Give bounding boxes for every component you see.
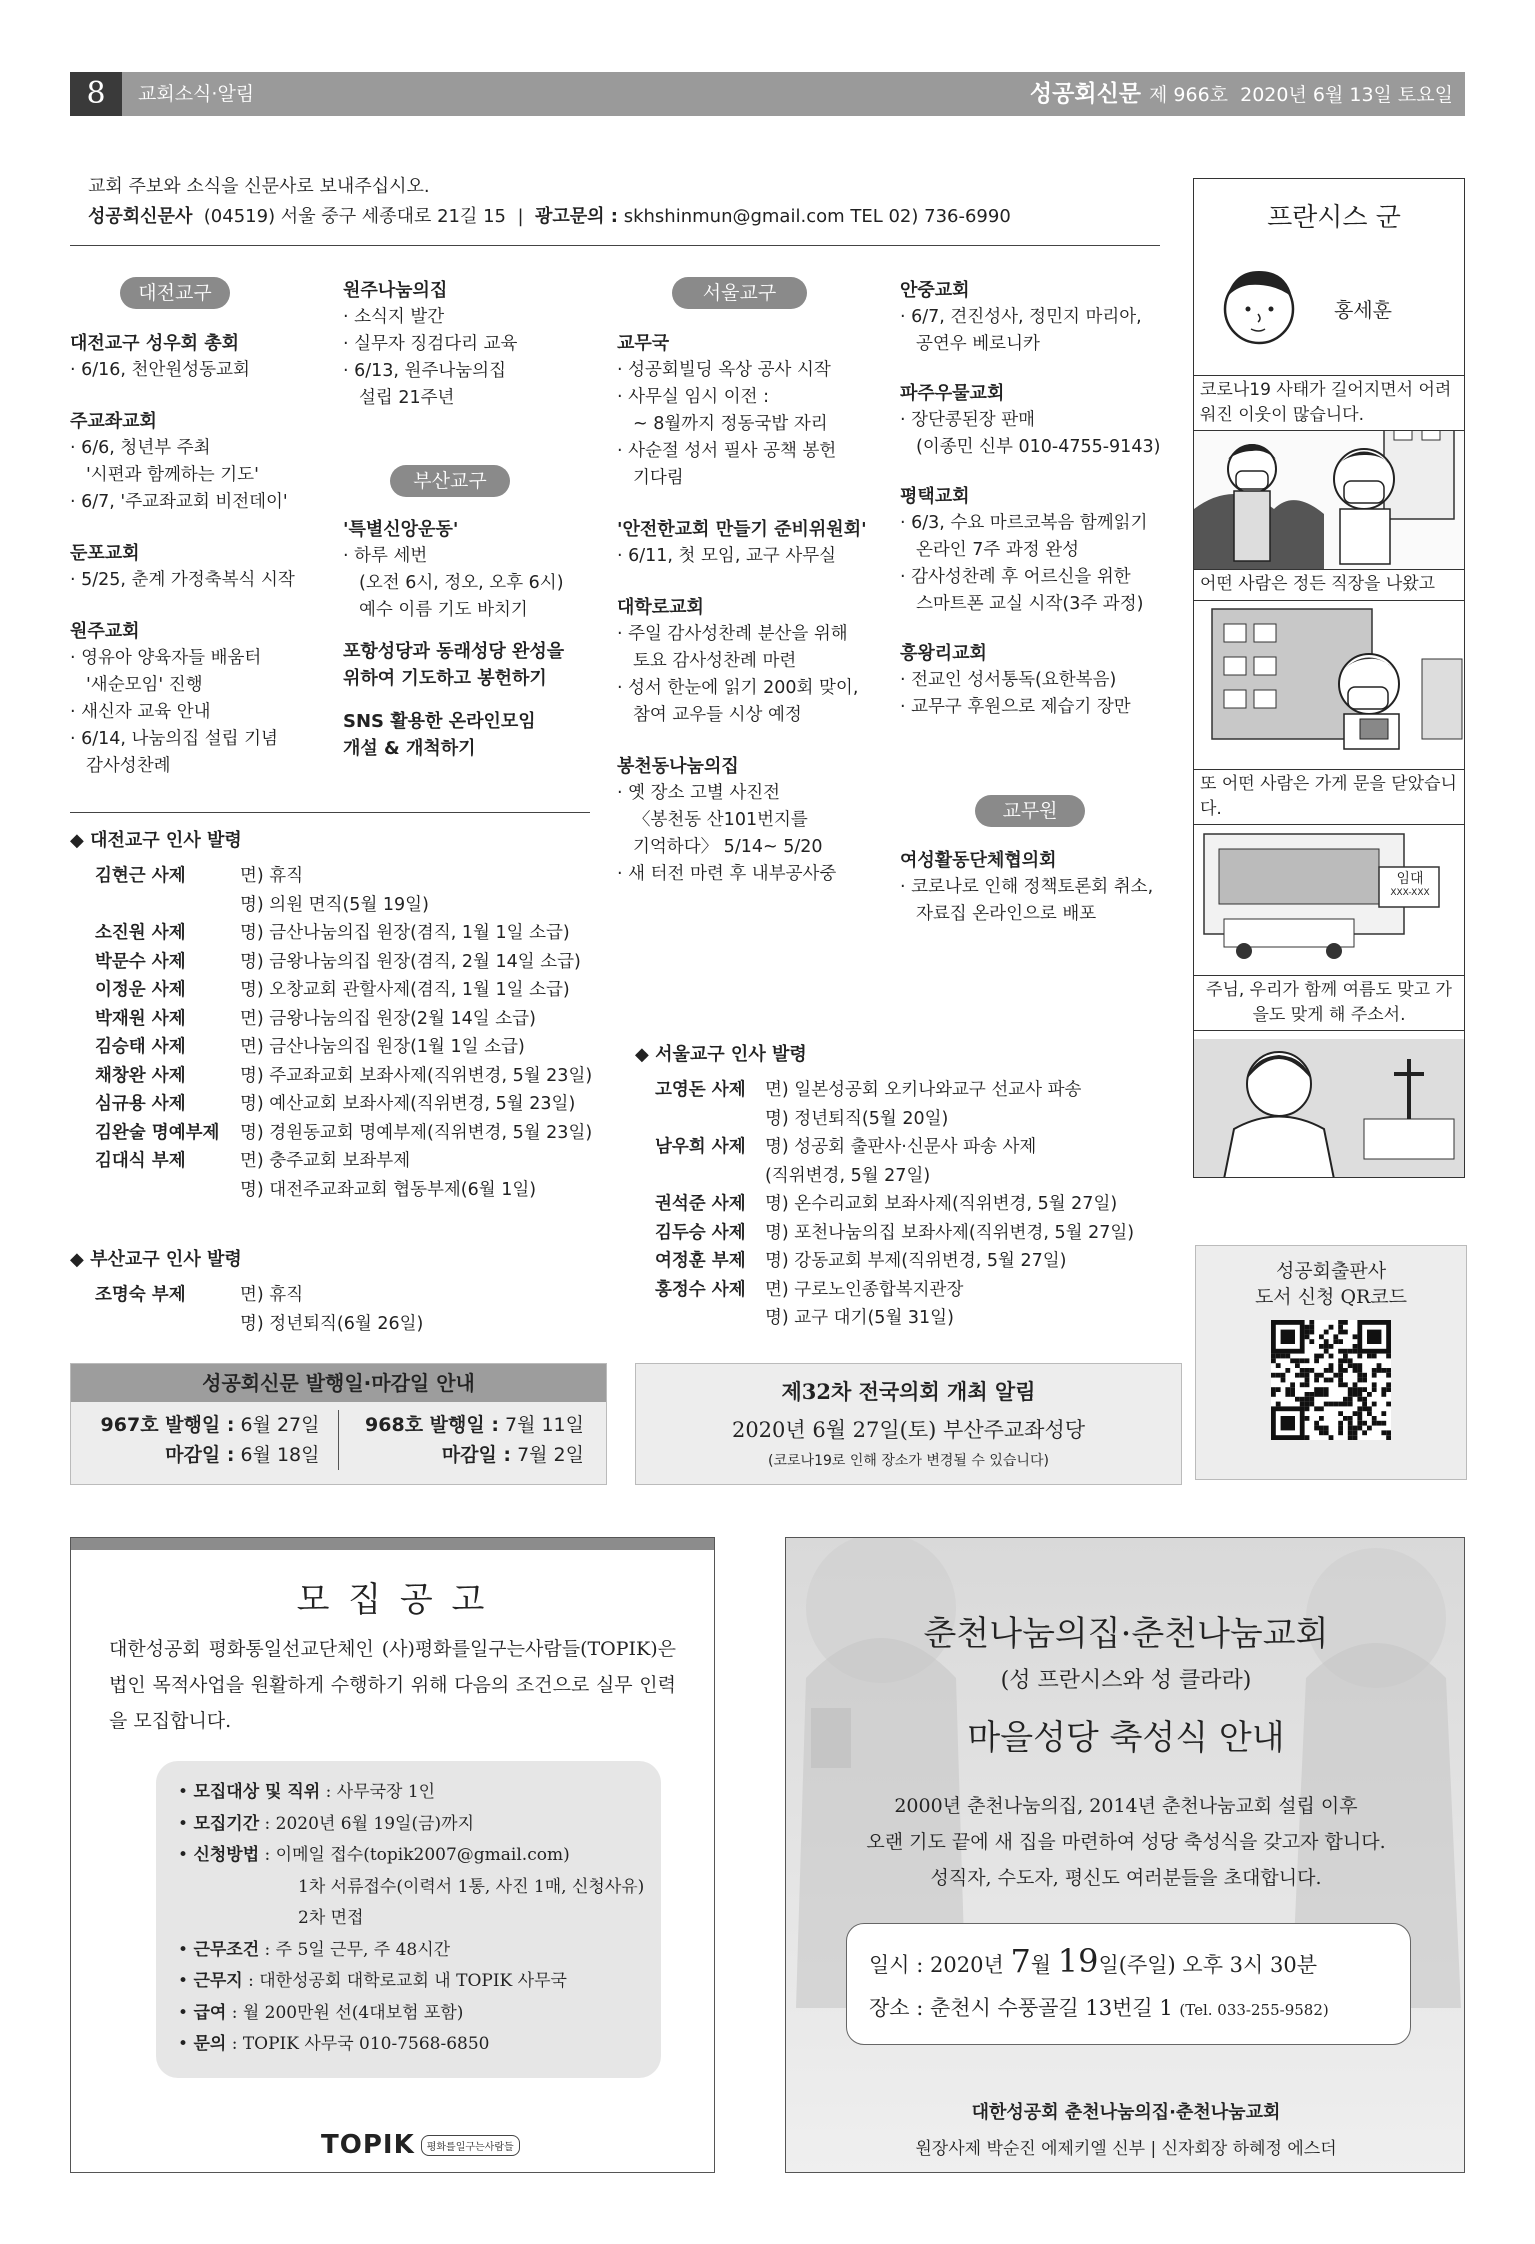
news-item: · 영유아 양육자들 배움터 bbox=[70, 648, 262, 668]
event-details bbox=[846, 1923, 1411, 2045]
daejeon-label: 대전교구 bbox=[120, 277, 230, 309]
news-item: 기억하다〉 5/14~ 5/20 bbox=[633, 837, 823, 857]
busan-prayer-2: 위하여 기도하고 봉헌하기 bbox=[343, 668, 547, 689]
parish-news bbox=[900, 277, 1180, 721]
appointment-row bbox=[655, 1162, 1180, 1191]
appointee-name: 김현근 사제 bbox=[95, 866, 186, 886]
news-item: · 6/11, 첫 모임, 교구 사무실 bbox=[617, 546, 837, 566]
appointment-detail: 명) 오창교회 관할사제(겸직, 1월 1일 소급) bbox=[240, 980, 570, 1000]
comic-caption-3: 또 어떤 사람은 가게 문을 닫았습니다. bbox=[1194, 769, 1464, 825]
news-item: · 6/7, '주교좌교회 비전데이' bbox=[70, 492, 288, 512]
where-address: 춘천시 수풍골길 13번길 1 bbox=[930, 1996, 1173, 2020]
appointment-row bbox=[655, 1076, 1180, 1105]
recruit-item-key: 모집대상 및 직위 bbox=[193, 1782, 321, 1802]
appointment-detail: 면) 금왕나눔의집 원장(2월 14일 소급) bbox=[240, 1008, 536, 1029]
appointment-row bbox=[95, 1033, 610, 1062]
news-item: · 새신자 교육 안내 bbox=[70, 702, 211, 722]
appointment-detail: 명) 정년퇴직(5월 20일) bbox=[765, 1108, 949, 1129]
recruit-item-value: : 주 5일 근무, 주 48시간 bbox=[259, 1939, 451, 1960]
seoul-news bbox=[617, 330, 887, 888]
appointee-name: 남우희 사제 bbox=[655, 1137, 746, 1157]
recruit-item-key: 문의 bbox=[193, 2034, 227, 2054]
news-item: · 장단콩된장 판매 bbox=[900, 410, 1036, 430]
women-title: 여성활동단체협의회 bbox=[900, 850, 1057, 871]
news-item: · 주일 감사성찬례 분산을 위해 bbox=[617, 624, 848, 644]
council-box bbox=[635, 1363, 1182, 1485]
paper-name: 성공회신문 bbox=[1029, 81, 1142, 107]
appointment-detail: 면) 휴직 bbox=[240, 866, 304, 886]
news-item: · 사무실 임시 이전 : bbox=[617, 387, 770, 407]
comic-strip bbox=[1193, 178, 1465, 1178]
author-portrait bbox=[1225, 271, 1293, 343]
recruitment-ad bbox=[70, 1537, 715, 2173]
when-time: 일(주일) 오후 3시 30분 bbox=[1098, 1953, 1317, 1977]
appointment-detail: 명) 주교좌교회 보좌사제(직위변경, 5월 23일) bbox=[240, 1065, 593, 1086]
recruit-item-key: 모집기간 bbox=[193, 1813, 260, 1834]
appointee-name bbox=[655, 1304, 765, 1333]
news-item: 예수 이름 기도 바치기 bbox=[359, 600, 528, 620]
appointment-detail: 면) 구로노인종합복지관장 bbox=[765, 1279, 964, 1300]
address: (04519) 서울 중구 세종대로 21길 15 bbox=[203, 206, 506, 227]
news-title: 평택교회 bbox=[900, 486, 970, 507]
news-item: 스마트폰 교실 시작(3주 과정) bbox=[916, 594, 1144, 614]
news-item: · 실무자 징검다리 교육 bbox=[343, 334, 518, 354]
appointment-detail: 명) 성공회 출판사·신문사 파송 사제 bbox=[765, 1137, 1037, 1157]
council-note: (코로나19로 인해 장소가 변경될 수 있습니다) bbox=[768, 1453, 1049, 1469]
when-month-unit: 월 bbox=[1030, 1953, 1052, 1977]
appointment-detail: (직위변경, 5월 27일) bbox=[765, 1165, 931, 1186]
news-item: · 성서 한눈에 읽기 200회 맞이, bbox=[617, 678, 859, 698]
news-title: 원주교회 bbox=[70, 621, 140, 642]
appointment-detail: 면) 휴직 bbox=[240, 1285, 304, 1305]
appointment-row bbox=[655, 1276, 1180, 1305]
shop-sign-number: XXX-XXX bbox=[1390, 888, 1430, 898]
appointment-detail: 면) 금산나눔의집 원장(1월 1일 소급) bbox=[240, 1037, 525, 1057]
chuncheon-body-line: 오랜 기도 끝에 새 집을 마련하여 성당 축성식을 갖고자 합니다. bbox=[866, 1831, 1386, 1853]
recruit-item bbox=[178, 1872, 661, 1904]
page-number: 8 bbox=[70, 72, 122, 116]
busan-label: 부산교구 bbox=[390, 465, 510, 497]
notice-contact: 성공회신문사 (04519) 서울 중구 세종대로 21길 15 | 광고문의 : skhshinmun@gmail.com TEL 02) 736-6990 bbox=[88, 206, 1011, 227]
recruit-item: • 모집대상 및 직위 : 사무국장 1인 bbox=[178, 1782, 436, 1802]
appoint-title: ◆ 대전교구 인사 발령 bbox=[70, 830, 242, 851]
seoul-appointments bbox=[635, 1040, 1180, 1333]
busan-sns-2: 개설 & 개척하기 bbox=[343, 738, 476, 759]
news-item: · 새 터전 마련 후 내부공사중 bbox=[617, 864, 837, 884]
appointee-name: 김두승 사제 bbox=[655, 1222, 746, 1243]
issue-number: 제 966호 bbox=[1149, 84, 1229, 106]
appointment-row bbox=[95, 1310, 610, 1339]
news-item: · 6/16, 천안원성동교회 bbox=[70, 360, 250, 380]
appointment-row bbox=[95, 1090, 610, 1119]
chuncheon-signature: 원장사제 박순진 에제키엘 신부 | 신자회장 하혜정 에스더 bbox=[915, 2139, 1337, 2159]
appointee-name: 홍정수 사제 bbox=[655, 1279, 746, 1300]
office-worker-panel bbox=[1194, 599, 1465, 749]
issue-967-pub: 6월 27일 bbox=[240, 1414, 320, 1436]
qr-code-icon[interactable] bbox=[1271, 1320, 1391, 1440]
appointment-detail: 명) 포천나눔의집 보좌사제(직위변경, 5월 27일) bbox=[765, 1222, 1135, 1243]
appointee-name: 소진원 사제 bbox=[95, 923, 186, 943]
chuncheon-subtitle: (성 프란시스와 성 클라라) bbox=[1000, 1668, 1252, 1693]
council-date: 2020년 6월 27일(토) 부산주교좌성당 bbox=[731, 1418, 1086, 1442]
news-item: · 하루 세번 bbox=[343, 546, 428, 566]
news-item: ~ 8월까지 정동국밥 자리 bbox=[633, 414, 828, 434]
comic-caption-4: 주님, 우리가 함께 여름도 맞고 가을도 맞게 해 주소서. bbox=[1194, 975, 1464, 1031]
seoul-label: 서울교구 bbox=[672, 277, 807, 309]
news-item: '시편과 함께하는 기도' bbox=[86, 465, 259, 485]
recruit-item-value: : 이메일 접수(topik2007@gmail.com) bbox=[259, 1845, 570, 1865]
appointee-name bbox=[95, 1176, 240, 1205]
qr-line-1: 성공회출판사 bbox=[1275, 1260, 1387, 1282]
news-title: 안중교회 bbox=[900, 280, 970, 301]
news-item: · 코로나로 인해 정책토론회 취소, bbox=[900, 877, 1154, 897]
recruit-item-key: 신청방법 bbox=[193, 1845, 260, 1865]
appointment-detail: 명) 교구 대기(5월 31일) bbox=[765, 1308, 954, 1328]
submission-notice bbox=[88, 172, 1168, 232]
appointment-row bbox=[655, 1133, 1180, 1162]
appoint-title: ◆ 서울교구 인사 발령 bbox=[635, 1044, 807, 1065]
issue-968-close-label: 마감일 : bbox=[441, 1444, 512, 1466]
appointee-name: 여정훈 부제 bbox=[655, 1251, 746, 1271]
busan-news bbox=[343, 516, 583, 762]
appointment-row bbox=[95, 919, 610, 948]
qr-line-2: 도서 신청 QR코드 bbox=[1254, 1286, 1408, 1308]
news-item: 〈봉천동 산101번지를 bbox=[633, 810, 808, 830]
news-item: · 사순절 성서 필사 공책 봉헌 bbox=[617, 441, 837, 461]
appointment-detail: 명) 강동교회 부제(직위변경, 5월 27일) bbox=[765, 1251, 1067, 1271]
notice-line: 교회 주보와 소식을 신문사로 보내주십시오. bbox=[88, 176, 430, 197]
news-item: 온라인 7주 과정 완성 bbox=[916, 540, 1080, 560]
appointment-detail: 명) 온수리교회 보좌사제(직위변경, 5월 27일) bbox=[765, 1194, 1118, 1214]
news-title: 주교좌교회 bbox=[70, 411, 157, 432]
appointment-row bbox=[95, 891, 610, 920]
appointment-row bbox=[95, 948, 610, 977]
section-title: 교회소식·알림 bbox=[138, 83, 255, 105]
recruit-item-key: 근무지 bbox=[193, 1971, 243, 1991]
recruit-item-value: : 대한성공회 대학로교회 내 TOPIK 사무국 bbox=[242, 1971, 567, 1991]
news-title: 파주우물교회 bbox=[900, 383, 1005, 404]
issue-967-label: 967호 발행일 : bbox=[100, 1414, 235, 1436]
appointment-row bbox=[95, 1119, 610, 1148]
appointee-name: 김완술 명예부제 bbox=[95, 1122, 220, 1143]
recruit-item-key: 급여 bbox=[193, 2002, 227, 2023]
news-item: · 옛 장소 고별 사진전 bbox=[617, 783, 781, 803]
busan-prayer-1: 포항성당과 동래성당 완성을 bbox=[343, 641, 565, 662]
recruit-details bbox=[156, 1761, 661, 2078]
where-label: 장소 : bbox=[869, 1996, 924, 2020]
news-title: 대학로교회 bbox=[617, 597, 704, 618]
women-news bbox=[900, 847, 1185, 928]
daejeon-appointments bbox=[70, 826, 610, 1204]
comic-title: 프란시스 군 bbox=[1267, 203, 1401, 233]
appointment-row bbox=[95, 976, 610, 1005]
chuncheon-body bbox=[786, 1788, 1465, 1896]
appointee-name: 심규용 사제 bbox=[95, 1094, 186, 1114]
comic-author: 홍세훈 bbox=[1334, 298, 1392, 322]
chuncheon-org: 대한성공회 춘천나눔의집·춘천나눔교회 bbox=[971, 2102, 1281, 2123]
news-item: (이종민 신부 010-4755-9143) bbox=[916, 437, 1161, 457]
chuncheon-heading: 마을성당 축성식 안내 bbox=[967, 1718, 1285, 1758]
appointment-row bbox=[655, 1247, 1180, 1276]
news-item: · 5/25, 춘계 가정축복식 시작 bbox=[70, 570, 295, 590]
news-item: 공연우 베로니카 bbox=[916, 334, 1040, 354]
appointee-name: 고영돈 사제 bbox=[655, 1080, 746, 1100]
appointment-row bbox=[95, 1147, 610, 1176]
appointee-name bbox=[95, 1310, 240, 1339]
recruit-item: • 모집기간 : 2020년 6월 19일(금)까지 bbox=[178, 1813, 474, 1834]
news-item: · 6/13, 원주나눔의집 bbox=[343, 361, 506, 381]
recruit-item: • 근무지 : 대한성공회 대학로교회 내 TOPIK 사무국 bbox=[178, 1971, 567, 1991]
issue-967-close-label: 마감일 : bbox=[165, 1444, 235, 1466]
appointee-name: 박재원 사제 bbox=[95, 1008, 186, 1029]
praying-person-panel bbox=[1194, 1039, 1465, 1178]
qr-box bbox=[1195, 1245, 1467, 1480]
chuncheon-body-line: 2000년 춘천나눔의집, 2014년 춘천나눔교회 설립 이후 bbox=[894, 1795, 1358, 1817]
wonju-title: 원주나눔의집 bbox=[343, 280, 448, 301]
news-title: 봉천동나눔의집 bbox=[617, 756, 739, 777]
appointee-name: 김승태 사제 bbox=[95, 1037, 186, 1057]
when-month: 7 bbox=[1010, 1942, 1031, 1980]
news-item: 토요 감사성찬례 마련 bbox=[633, 651, 797, 671]
appointment-detail: 명) 예산교회 보좌사제(직위변경, 5월 23일) bbox=[240, 1094, 576, 1114]
news-title: '안전한교회 만들기 준비위원회' bbox=[617, 519, 867, 540]
appoint-title: ◆ 부산교구 인사 발령 bbox=[70, 1249, 242, 1270]
news-item: · 6/7, 견진성사, 정민지 마리아, bbox=[900, 307, 1142, 327]
appointee-name: 권석준 사제 bbox=[655, 1194, 746, 1214]
topik-subtitle: 평화를일구는사람들 bbox=[421, 2135, 520, 2156]
wonju-news bbox=[343, 277, 583, 412]
issue-967-close: 6월 18일 bbox=[240, 1444, 320, 1466]
news-title: 흥왕리교회 bbox=[900, 643, 987, 664]
news-title: 둔포교회 bbox=[70, 543, 140, 564]
when-day: 19 bbox=[1057, 1942, 1099, 1980]
recruit-intro: 대한성공회 평화통일선교단체인 (사)평화를일구는사람들(TOPIK)은 법인 목적사업을 원활하게 수행하기 위해 다음의 조건으로 실무 인력을 모집합니다. bbox=[109, 1638, 676, 1732]
appointment-row bbox=[655, 1219, 1180, 1248]
appointment-row bbox=[95, 1281, 610, 1310]
recruit-item: • 문의 : TOPIK 사무국 010-7568-6850 bbox=[178, 2034, 490, 2054]
shop-sign-text: 임대 bbox=[1396, 871, 1424, 887]
ad-contact: skhshinmun@gmail.com TEL 02) 736-6990 bbox=[623, 206, 1011, 227]
appointment-row bbox=[95, 1176, 610, 1205]
appointment-row bbox=[655, 1304, 1180, 1333]
recruit-item-key: 근무조건 bbox=[193, 1939, 260, 1960]
busan-title: '특별신앙운동' bbox=[343, 519, 459, 540]
recruit-item: • 급여 : 월 200만원 선(4대보험 포함) bbox=[178, 2002, 464, 2023]
appointee-name: 채창완 사제 bbox=[95, 1065, 186, 1086]
busan-sns-1: SNS 활용한 온라인모임 bbox=[343, 711, 536, 732]
council-title: 제32차 전국의회 개최 알림 bbox=[781, 1379, 1036, 1404]
news-item: (오전 6시, 정오, 오후 6시) bbox=[359, 573, 564, 593]
news-item: '새순모임' 진행 bbox=[86, 675, 203, 695]
news-item: 자료집 온라인으로 배포 bbox=[916, 904, 1097, 924]
news-item: · 교무구 후원으로 제습기 장만 bbox=[900, 697, 1131, 717]
company-name: 성공회신문사 bbox=[88, 206, 193, 227]
recruit-title: 모 집 공 고 bbox=[296, 1580, 489, 1620]
recruit-item-value: 1차 서류접수(이력서 1통, 사진 1매, 신청사유) bbox=[298, 1876, 645, 1897]
news-item: · 소식지 발간 bbox=[343, 307, 445, 327]
recruit-item: • 근무조건 : 주 5일 근무, 주 48시간 bbox=[178, 1939, 451, 1960]
appointee-name bbox=[655, 1105, 765, 1134]
news-title: 대전교구 성우회 총회 bbox=[70, 333, 240, 354]
topik-wordmark: TOPIK bbox=[321, 2130, 415, 2160]
divider bbox=[70, 245, 1160, 246]
appointment-detail: 면) 일본성공회 오키나와교구 선교사 파송 bbox=[765, 1080, 1082, 1100]
appointee-name bbox=[655, 1162, 765, 1191]
issue-968-pub: 7월 11일 bbox=[504, 1414, 584, 1436]
comic-caption-1: 코로나19 사태가 길어지면서 어려워진 이웃이 많습니다. bbox=[1194, 375, 1464, 431]
news-item: · 6/3, 수요 마르코복음 함께읽기 bbox=[900, 513, 1148, 533]
chuncheon-ad bbox=[785, 1537, 1465, 2173]
news-item: · 6/14, 나눔의집 설립 기념 bbox=[70, 729, 278, 749]
appointment-detail: 명) 금산나눔의집 원장(겸직, 1월 1일 소급) bbox=[240, 923, 570, 943]
recruit-item-value: 2차 면접 bbox=[298, 1908, 364, 1928]
news-item: 감사성찬례 bbox=[86, 756, 171, 776]
issue-968-close: 7월 2일 bbox=[517, 1444, 584, 1466]
appointment-row bbox=[95, 862, 610, 891]
ad-label: 광고문의 : bbox=[534, 206, 618, 227]
divider bbox=[70, 812, 590, 813]
appointee-name: 김대식 부제 bbox=[95, 1151, 186, 1171]
appointment-detail: 면) 충주교회 보좌부제 bbox=[240, 1151, 411, 1171]
appointee-name: 이정운 사제 bbox=[95, 980, 186, 1000]
comic-caption-2: 어떤 사람은 정든 직장을 나왔고 bbox=[1194, 569, 1464, 601]
appointee-name: 조명숙 부제 bbox=[95, 1285, 186, 1305]
appointee-name: 박문수 사제 bbox=[95, 951, 186, 972]
recruit-item-value: : TOPIK 사무국 010-7568-6850 bbox=[226, 2034, 490, 2054]
schedule-box bbox=[70, 1363, 607, 1485]
daejeon-news bbox=[70, 330, 330, 780]
appointment-row bbox=[655, 1190, 1180, 1219]
schedule-title: 성공회신문 발행일·마감일 안내 bbox=[71, 1364, 606, 1402]
chuncheon-title: 춘천나눔의집·춘천나눔교회 bbox=[923, 1614, 1329, 1654]
issue-date: 2020년 6월 13일 토요일 bbox=[1240, 84, 1453, 106]
news-item: · 성공회빌딩 옥상 공사 시작 bbox=[617, 360, 831, 380]
news-title: 교무국 bbox=[617, 333, 670, 354]
gyomu-label: 교무원 bbox=[975, 795, 1085, 827]
news-item: · 6/6, 청년부 주최 bbox=[70, 438, 211, 458]
issue-968-label: 968호 발행일 : bbox=[365, 1414, 499, 1436]
schedule-body bbox=[71, 1402, 606, 1470]
appointment-detail: 명) 의원 면직(5월 19일) bbox=[240, 894, 429, 915]
recruit-item-value: : 월 200만원 선(4대보험 포함) bbox=[226, 2002, 464, 2023]
when-label: 일시 : bbox=[869, 1953, 924, 1977]
busan-appointments bbox=[70, 1245, 610, 1338]
news-item: 기다림 bbox=[633, 468, 684, 488]
news-item: · 감사성찬례 후 어르신을 위한 bbox=[900, 567, 1131, 587]
appointment-row bbox=[655, 1105, 1180, 1134]
news-item: · 전교인 성서통독(요한복음) bbox=[900, 670, 1117, 690]
recruit-item bbox=[178, 1903, 661, 1935]
when-year: 2020년 bbox=[930, 1953, 1004, 1977]
chuncheon-body-line: 성직자, 수도자, 평신도 여러분들을 초대합니다. bbox=[930, 1867, 1322, 1889]
shop-sign bbox=[1382, 872, 1438, 900]
recruit-item-value: : 2020년 6월 19일(금)까지 bbox=[259, 1813, 474, 1834]
appointment-detail: 명) 금왕나눔의집 원장(겸직, 2월 14일 소급) bbox=[240, 951, 581, 972]
recruit-item: • 신청방법 : 이메일 접수(topik2007@gmail.com) bbox=[178, 1845, 570, 1865]
appointment-row bbox=[95, 1005, 610, 1034]
news-item: 설립 21주년 bbox=[359, 388, 455, 408]
appointment-detail: 명) 경원동교회 명예부제(직위변경, 5월 23일) bbox=[240, 1122, 593, 1143]
recruit-item-value: : 사무국장 1인 bbox=[320, 1782, 436, 1802]
topik-logo bbox=[321, 2130, 520, 2160]
news-item: 참여 교우들 시상 예정 bbox=[633, 705, 802, 725]
appointee-name bbox=[95, 891, 240, 920]
publication-info bbox=[1030, 72, 1453, 117]
appointment-detail: 명) 대전주교좌교회 협동부제(6월 1일) bbox=[240, 1179, 537, 1200]
where-tel: (Tel. 033-255-9582) bbox=[1179, 2001, 1329, 2019]
appointment-row bbox=[95, 1062, 610, 1091]
appointment-detail: 명) 정년퇴직(6월 26일) bbox=[240, 1313, 424, 1334]
